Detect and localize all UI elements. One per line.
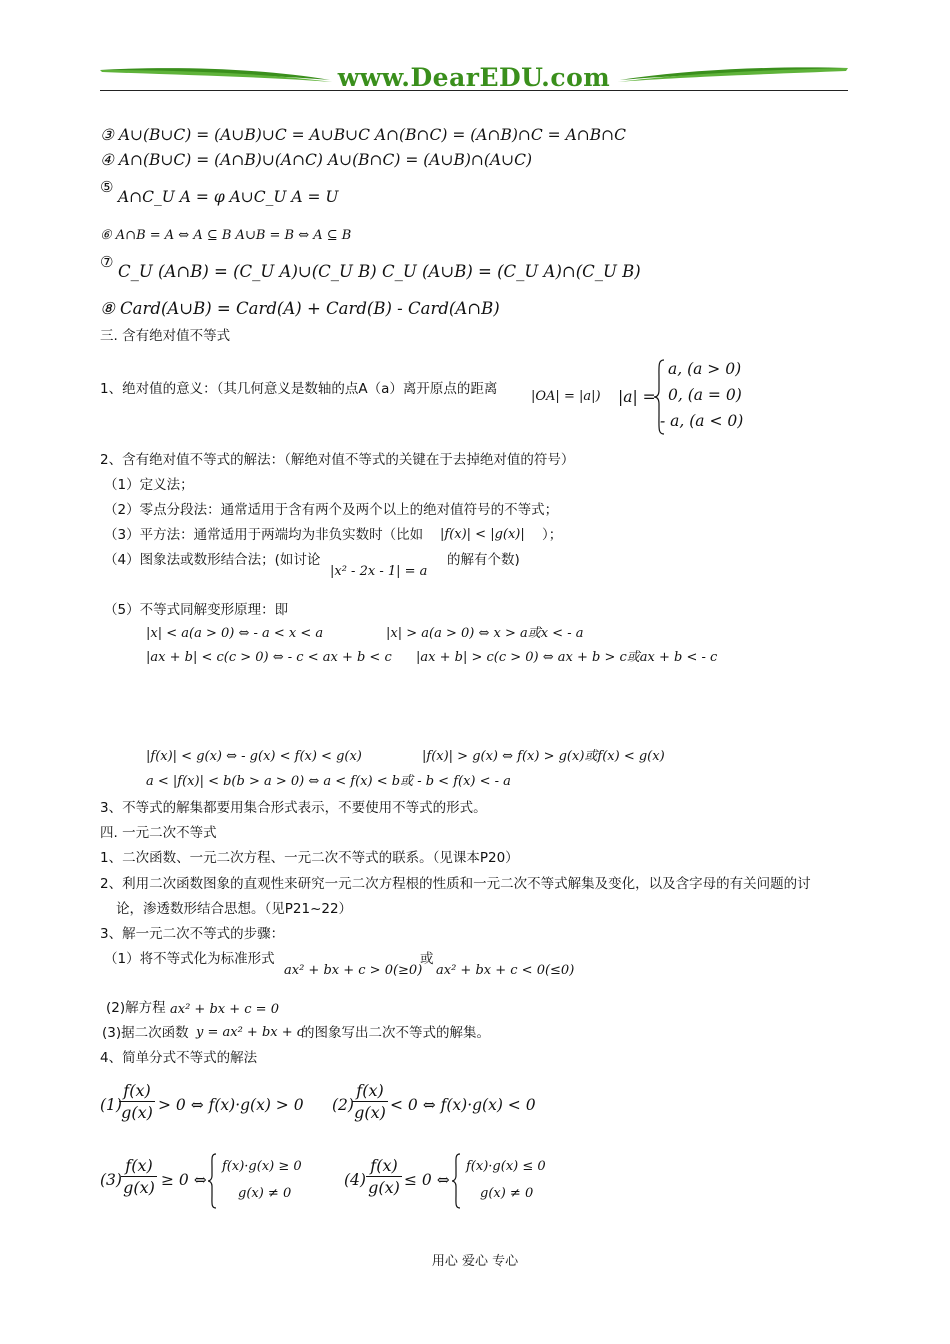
fraction-bar (352, 1101, 388, 1102)
method-4-end: 的解有个数) (447, 552, 520, 568)
step-3-text-a: (3)据二次函数 (102, 1025, 189, 1041)
fraction-denominator: g(x) (121, 1103, 153, 1122)
step-1-or: 或 (420, 951, 434, 967)
step-2-text: (2)解方程 (106, 1000, 166, 1016)
abs-case-3: - a, (a < 0) (660, 412, 744, 430)
formula-7: C_U (A∩B) = (C_U A)∪(C_U B) C_U (A∪B) = (C_U A)∩(C_U B) (118, 262, 641, 281)
rule-1a: |x| < a(a > 0) ⇔ - a < x < a (146, 626, 324, 641)
case-1-relation: > 0 ⇔ f(x)·g(x) > 0 (158, 1096, 304, 1114)
header-banner (100, 60, 848, 94)
formula-5: A∩C_U A = φ A∪C_U A = U (118, 188, 339, 206)
rule-3a: |f(x)| < g(x) ⇔ - g(x) < f(x) < g(x) (146, 749, 362, 764)
fraction-denominator: g(x) (354, 1103, 386, 1122)
rule-2a: |ax + b| < c(c > 0) ⇔ - c < ax + b < c (146, 650, 392, 665)
case-3-label: (3) (100, 1171, 122, 1189)
method-3-text: （3）平方法：通常适用于两端均为非负实数时（比如 (104, 527, 424, 543)
case-4-relation: ≤ 0 ⇔ (404, 1171, 450, 1189)
formula-8: ⑧ Card(A∪B) = Card(A) + Card(B) - Card(A∩B) (100, 299, 500, 318)
section-4-item-2-line-2: 论，渗透数形结合思想。（见P21~22） (116, 901, 353, 917)
method-3-math: |f(x)| < |g(x)| (440, 527, 525, 542)
formula-4: ④ A∩(B∪C) = (A∩B)∪(A∩C) A∪(B∩C) = (A∪B)∩(A∪C) (100, 151, 533, 169)
abs-inequality-methods-title: 2、含有绝对值不等式的解法：（解绝对值不等式的关键在于去掉绝对值的符号） (100, 452, 575, 468)
section-3-heading: 三. 含有绝对值不等式 (100, 328, 231, 344)
section-4-item-2-line-1: 2、利用二次函数图象的直观性来研究一元二次方程根的性质和一元二次不等式解集及变化，以及含字母的有关问题的讨 (100, 876, 811, 892)
formula-5-marker: ⑤ (100, 178, 114, 196)
case-1-fraction (119, 1081, 155, 1122)
case-2-label: (2) (332, 1096, 354, 1114)
left-brace-icon (206, 1152, 218, 1210)
step-3-math: y = ax² + bx + c (196, 1025, 305, 1040)
case-4-condition-1: f(x)·g(x) ≤ 0 (466, 1159, 546, 1174)
rule-1b: |x| > a(a > 0) ⇔ x > a或x < - a (386, 626, 584, 641)
case-4-fraction (366, 1156, 402, 1197)
abs-meaning-text: 1、绝对值的意义：（其几何意义是数轴的点A（a）离开原点的距离 (100, 381, 498, 397)
page-footer: 用心 爱心 专心 (431, 1254, 519, 1269)
section-4-heading: 四. 一元二次不等式 (100, 825, 217, 841)
step-1-math-b: ax² + bx + c < 0(≤0) (436, 963, 575, 978)
formula-6: ⑥ A∩B = A ⇔ A ⊆ B A∪B = B ⇔ A ⊆ B (100, 228, 352, 243)
method-4-math: |x² - 2x - 1| = a (330, 564, 428, 579)
section-4-item-1: 1、二次函数、一元二次方程、一元二次不等式的联系。（见课本P20） (100, 850, 519, 866)
fraction-numerator: f(x) (356, 1081, 384, 1100)
abs-meaning-math: |OA| = |a|) (531, 389, 601, 404)
case-3-condition-2: g(x) ≠ 0 (238, 1186, 292, 1201)
header-rule (100, 90, 848, 91)
method-1: （1）定义法； (104, 477, 194, 493)
fraction-bar (366, 1176, 402, 1177)
method-2: （2）零点分段法：通常适用于含有两个及两个以上的绝对值符号的不等式； (104, 502, 559, 518)
rule-2b: |ax + b| > c(c > 0) ⇔ ax + b > c或ax + b < - c (416, 650, 718, 665)
fraction-bar (121, 1176, 157, 1177)
case-3-fraction (121, 1156, 157, 1197)
method-4-text: （4）图象法或数形结合法；(如讨论 (104, 552, 321, 568)
step-3-text-b: 的图象写出二次不等式的解集。 (301, 1025, 490, 1041)
case-3-relation: ≥ 0 ⇔ (161, 1171, 207, 1189)
step-1-text: （1）将不等式化为标准形式 (104, 951, 275, 967)
site-logo: www.DearEDU.com (337, 63, 611, 92)
fraction-numerator: f(x) (123, 1081, 151, 1100)
case-2-relation: < 0 ⇔ f(x)·g(x) < 0 (390, 1096, 536, 1114)
section-4-item-3: 3、解一元二次不等式的步骤： (100, 926, 285, 942)
method-3-end: ）； (542, 527, 563, 543)
fraction-denominator: g(x) (368, 1178, 400, 1197)
abs-def-lhs: |a| = (618, 388, 656, 406)
fraction-numerator: f(x) (125, 1156, 153, 1175)
left-brace-icon (450, 1152, 462, 1210)
fraction-numerator: f(x) (370, 1156, 398, 1175)
fraction-denominator: g(x) (123, 1178, 155, 1197)
step-1-math-a: ax² + bx + c > 0(≥0) (284, 963, 423, 978)
case-4-condition-2: g(x) ≠ 0 (480, 1186, 534, 1201)
case-3-condition-1: f(x)·g(x) ≥ 0 (222, 1159, 302, 1174)
abs-case-1: a, (a > 0) (668, 360, 742, 378)
fraction-bar (119, 1101, 155, 1102)
formula-7-marker: ⑦ (100, 253, 114, 271)
rule-4: a < |f(x)| < b(b > a > 0) ⇔ a < f(x) < b或 - b < f(x) < - a (146, 774, 511, 789)
abs-case-2: 0, (a = 0) (668, 386, 742, 404)
step-2-math: ax² + bx + c = 0 (170, 1002, 279, 1017)
section-4-item-4: 4、简单分式不等式的解法 (100, 1050, 258, 1066)
method-5: （5）不等式同解变形原理：即 (104, 602, 289, 618)
case-1-label: (1) (100, 1096, 122, 1114)
formula-3: ③ A∪(B∪C) = (A∪B)∪C = A∪B∪C A∩(B∩C) = (A∩B)∩C = A∩B∩C (100, 126, 627, 144)
rule-3b: |f(x)| > g(x) ⇔ f(x) > g(x)或f(x) < g(x) (422, 749, 665, 764)
case-4-label: (4) (344, 1171, 366, 1189)
case-2-fraction (352, 1081, 388, 1122)
solution-set-note: 3、不等式的解集都要用集合形式表示，不要使用不等式的形式。 (100, 800, 487, 816)
